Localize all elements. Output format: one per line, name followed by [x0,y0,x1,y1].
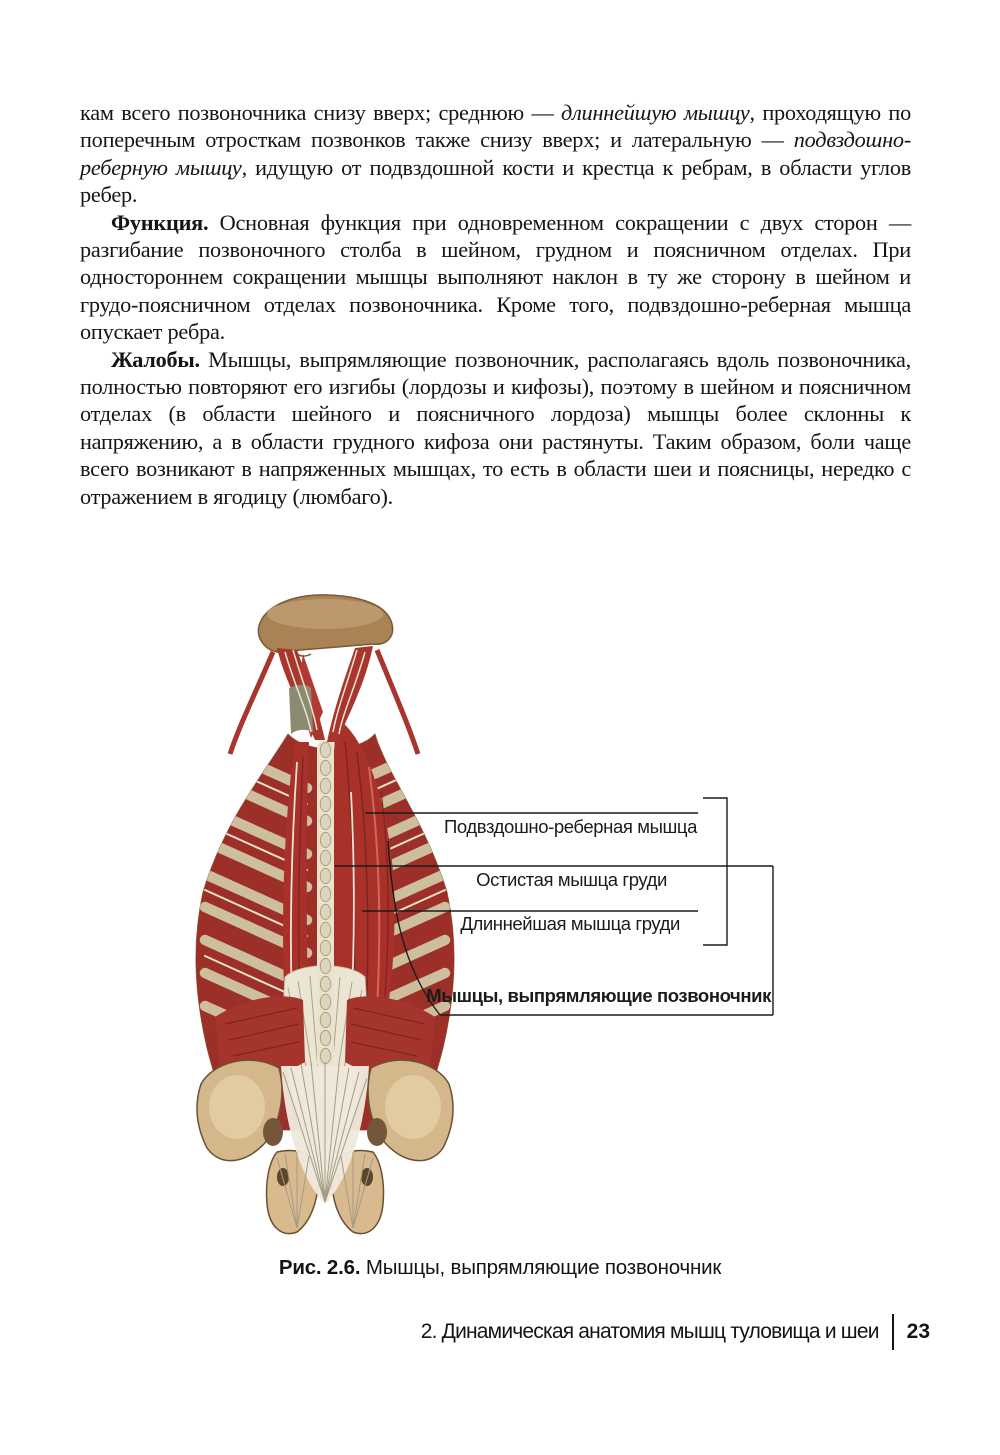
article-text [80,99,911,510]
page-footer [421,1314,930,1350]
figure-caption-text: Мышцы, выпрямляющие позвоночник [360,1256,722,1279]
anatomy-illustration [185,592,465,1245]
label-spinalis: Остистая мышца груди [476,869,667,890]
paragraph-complaints: Жалобы. Мышцы, выпрямляющие позвоночник, располагаясь вдоль позвоночника, полностью повторяют его изгибы (лордозы и кифозы), поэтому в шейном и поясничном отделах (в области шейного и поясничного лордоза) мышцы более склонны к напряжению, а в области грудного кифоза они растянуты. Таким образом, боли чаще всего возникают в напряженных мышцах, то есть в области шеи и поясницы, нередко с отражением в ягодицу (люмбаго). [80,346,911,509]
paragraph-function: Функция. Основная функция при одновременном сокращении с двух сторон — разгибание позвоночного столба в шейном, грудном и поясничном отделах. При одностороннем сокращении мышцы выполняют наклон в ту же сторону в шейном и грудо-поясничном отделах позвоночника. Кроме того, подвздошно-реберная мышца опускает ребра. [80,209,911,345]
chapter-title: 2. Динамическая анатомия мышц туловища и шеи [420,1320,879,1343]
bracket-inner [703,798,727,945]
label-longissimus: Длиннейшая мышца груди [460,913,680,934]
figure-caption-number: Рис. 2.6. [278,1256,361,1279]
paragraph-1: кам всего позвоночника снизу вверх; среднюю — длиннейшую мышцу, проходящую по поперечным отросткам позвонков также снизу вверх; и латеральную — подвздошно-реберную мышцу, идущую от подвздошной кости и крестца к ребрам, в области углов ребер. [80,100,911,208]
spine-column [317,740,334,1070]
label-erector-spinae-group: Мышцы, выпрямляющие позвоночник [426,985,771,1006]
figure-caption [0,1256,1000,1280]
footer-divider [892,1314,894,1350]
neck-muscles [230,646,418,754]
page-number: 23 [906,1320,930,1343]
label-iliocostalis: Подвздошно-реберная мышца [443,816,697,837]
